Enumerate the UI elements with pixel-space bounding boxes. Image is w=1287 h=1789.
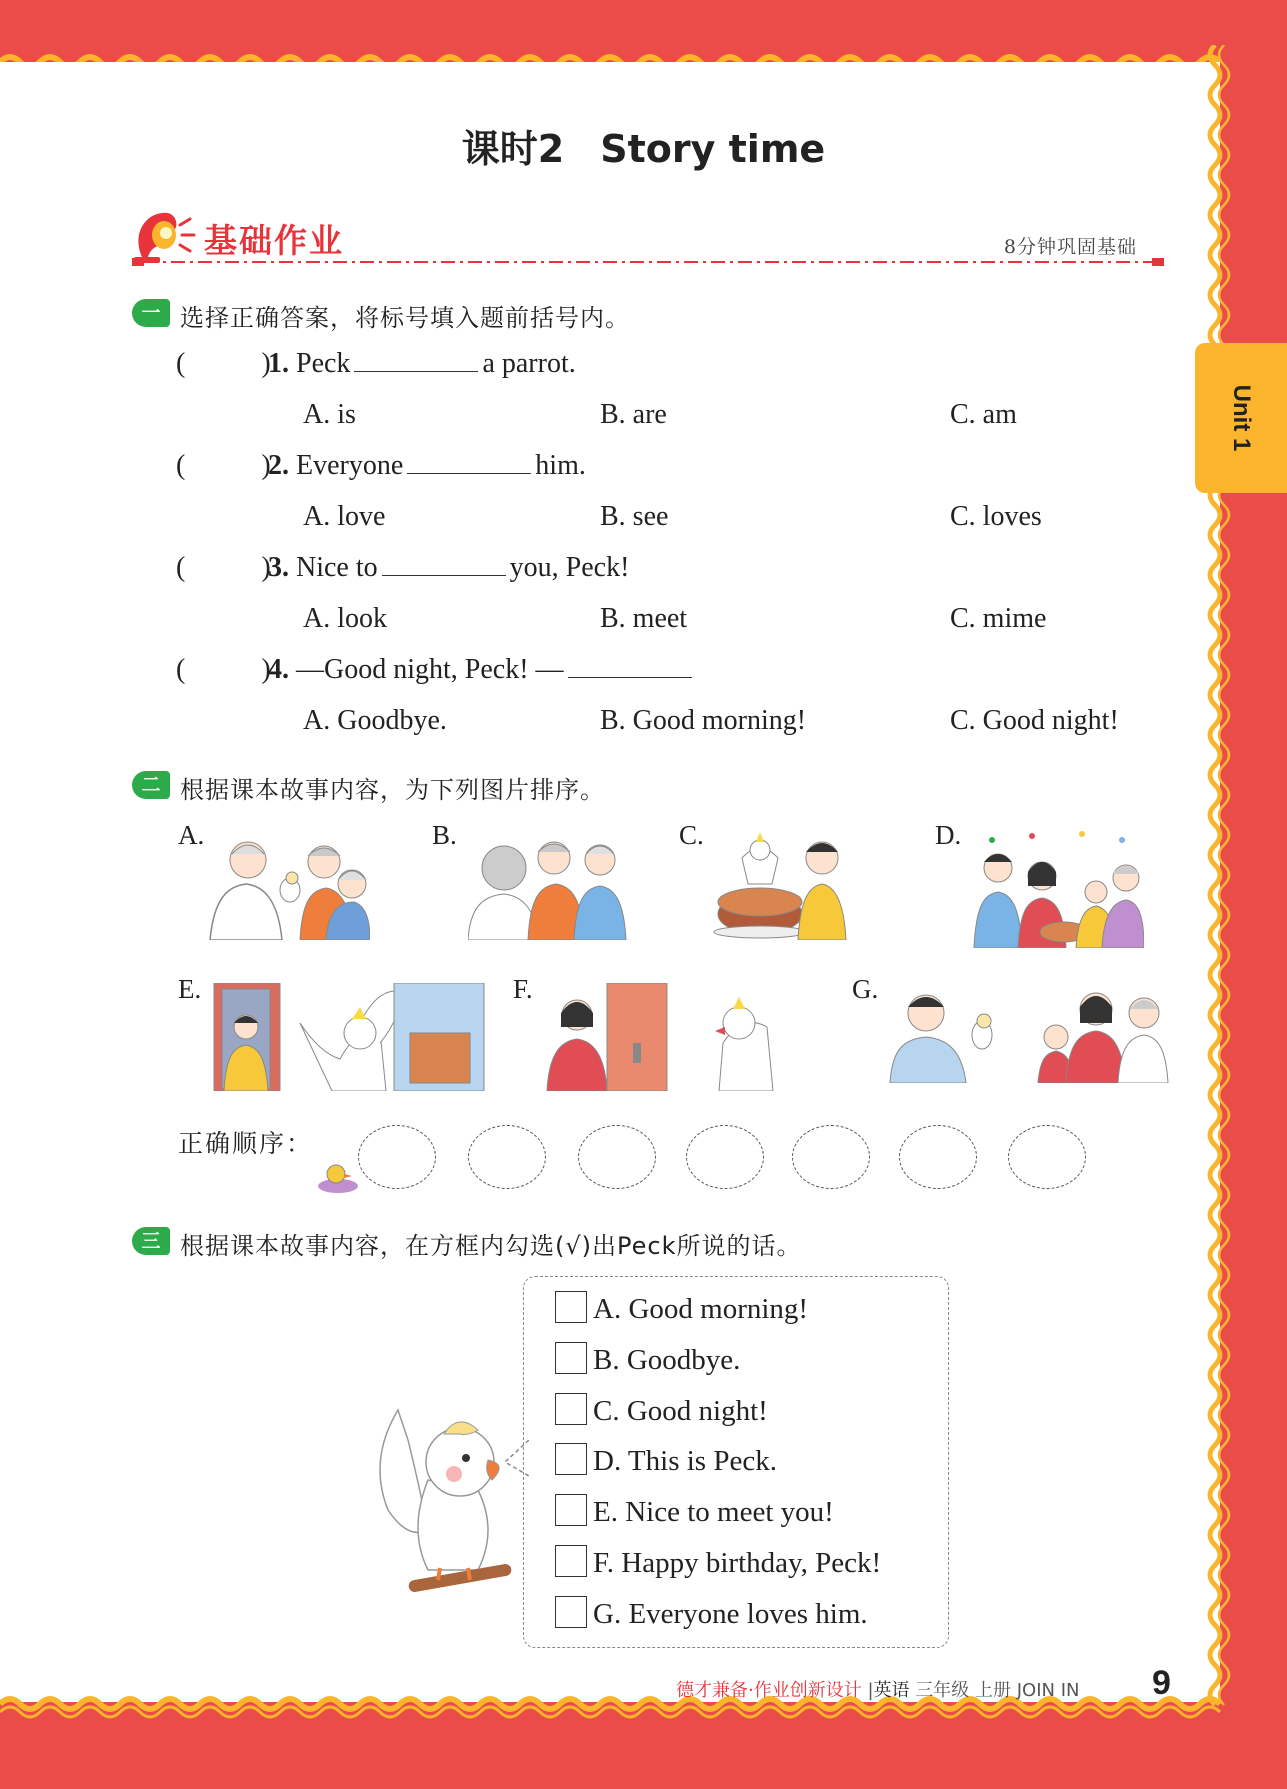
checkbox[interactable] [555, 1291, 587, 1323]
footer-subject: 英语 [873, 1680, 910, 1701]
part1-instruction: 选择正确答案，将标号填入题前括号内。 [180, 304, 630, 332]
question-number: 3. [268, 552, 289, 583]
answer-paren[interactable]: ( ) [176, 348, 271, 379]
checkbox[interactable] [555, 1342, 587, 1374]
check-item-f: F. Happy birthday, Peck! [555, 1545, 881, 1580]
picture-label-e: E. [178, 974, 202, 1004]
checkbox[interactable] [555, 1545, 587, 1577]
picture-d-illustration [972, 826, 1144, 948]
part1-badge: 一 [132, 299, 170, 327]
option-c: C. Good night! [950, 705, 1119, 736]
question-1: ( )1. Peck a parrot. [176, 348, 576, 379]
fill-blank [407, 453, 531, 474]
order-slot-5[interactable] [792, 1125, 870, 1189]
question-2: ( )2. Everyone him. [176, 450, 586, 481]
picture-b-illustration [468, 828, 628, 940]
part3-badge: 三 [132, 1227, 170, 1255]
option-c: C. loves [950, 501, 1042, 532]
order-slot-4[interactable] [686, 1125, 764, 1189]
footer [676, 1676, 1080, 1702]
option-b: B. see [600, 501, 669, 532]
option-b: B. are [600, 399, 667, 430]
check-item-c: C. Good night! [555, 1393, 768, 1428]
fill-blank [354, 351, 478, 372]
duck-icon [316, 1160, 360, 1194]
section-divider [132, 258, 1164, 266]
checkbox[interactable] [555, 1596, 587, 1628]
answer-paren[interactable]: ( ) [176, 450, 271, 481]
option-b: B. Good morning! [600, 705, 807, 736]
check-item-d: D. This is Peck. [555, 1443, 777, 1478]
picture-label-g: G. [852, 974, 879, 1004]
option-a: A. look [303, 603, 387, 634]
part2-badge: 二 [132, 771, 170, 799]
bottom-wave-border [0, 1690, 1287, 1730]
footer-separator: | [867, 1680, 874, 1701]
answer-paren[interactable]: ( ) [176, 552, 271, 583]
parrot-peck-illustration [368, 1400, 528, 1610]
order-slot-2[interactable] [468, 1125, 546, 1189]
section-title: 基础作业 [204, 221, 344, 260]
question-number: 4. [268, 654, 289, 685]
picture-label-b: B. [432, 820, 457, 850]
picture-f-illustration [543, 983, 819, 1091]
option-a: A. Goodbye. [303, 705, 447, 736]
picture-label-d: D. [935, 820, 962, 850]
fill-blank [382, 555, 506, 576]
page-number: 9 [1152, 1664, 1171, 1702]
part3-instruction: 根据课本故事内容，在方框内勾选(√)出Peck所说的话。 [180, 1232, 802, 1260]
picture-e-illustration [210, 983, 486, 1091]
check-item-a: A. Good morning! [555, 1291, 808, 1326]
fill-blank [568, 657, 692, 678]
footer-edition: JOIN IN [1016, 1680, 1080, 1701]
check-item-b: B. Goodbye. [555, 1342, 740, 1377]
option-c: C. am [950, 399, 1017, 430]
order-slot-7[interactable] [1008, 1125, 1086, 1189]
picture-a-illustration [208, 828, 370, 940]
part2-instruction: 根据课本故事内容，为下列图片排序。 [180, 776, 605, 804]
option-a: A. love [303, 501, 386, 532]
answer-paren[interactable]: ( ) [176, 654, 271, 685]
check-item-e: E. Nice to meet you! [555, 1494, 834, 1529]
option-c: C. mime [950, 603, 1047, 634]
question-number: 1. [268, 348, 289, 379]
checkbox[interactable] [555, 1494, 587, 1526]
question-4: ( )4. —Good night, Peck! — [176, 654, 696, 686]
unit-tab-label: Unit 1 [1228, 384, 1255, 452]
order-label: 正确顺序： [178, 1129, 314, 1158]
footer-brand: 德才兼备·作业创新设计 [676, 1680, 862, 1701]
order-slot-3[interactable] [578, 1125, 656, 1189]
right-wave-border [1205, 45, 1235, 1715]
check-item-g: G. Everyone loves him. [555, 1596, 868, 1631]
question-3: ( )3. Nice to you, Peck! [176, 552, 630, 583]
question-number: 2. [268, 450, 289, 481]
footer-term: 上册 [975, 1680, 1012, 1701]
picture-c-illustration [712, 828, 847, 940]
option-b: B. meet [600, 603, 688, 634]
option-a: A. is [303, 399, 356, 430]
page-title [0, 118, 1287, 173]
checkbox[interactable] [555, 1443, 587, 1475]
order-slot-1[interactable] [358, 1125, 436, 1189]
section-note: 8分钟巩固基础 [1003, 236, 1137, 258]
unit-tab [1195, 343, 1287, 493]
footer-grade: 三年级 [915, 1680, 970, 1701]
order-slot-6[interactable] [899, 1125, 977, 1189]
picture-label-f: F. [513, 974, 533, 1004]
picture-label-a: A. [178, 820, 205, 850]
picture-g-illustration [886, 983, 1170, 1083]
picture-label-c: C. [679, 820, 704, 850]
checkbox[interactable] [555, 1393, 587, 1425]
lesson-name: Story time [600, 127, 826, 171]
lesson-number: 课时2 [461, 127, 565, 171]
